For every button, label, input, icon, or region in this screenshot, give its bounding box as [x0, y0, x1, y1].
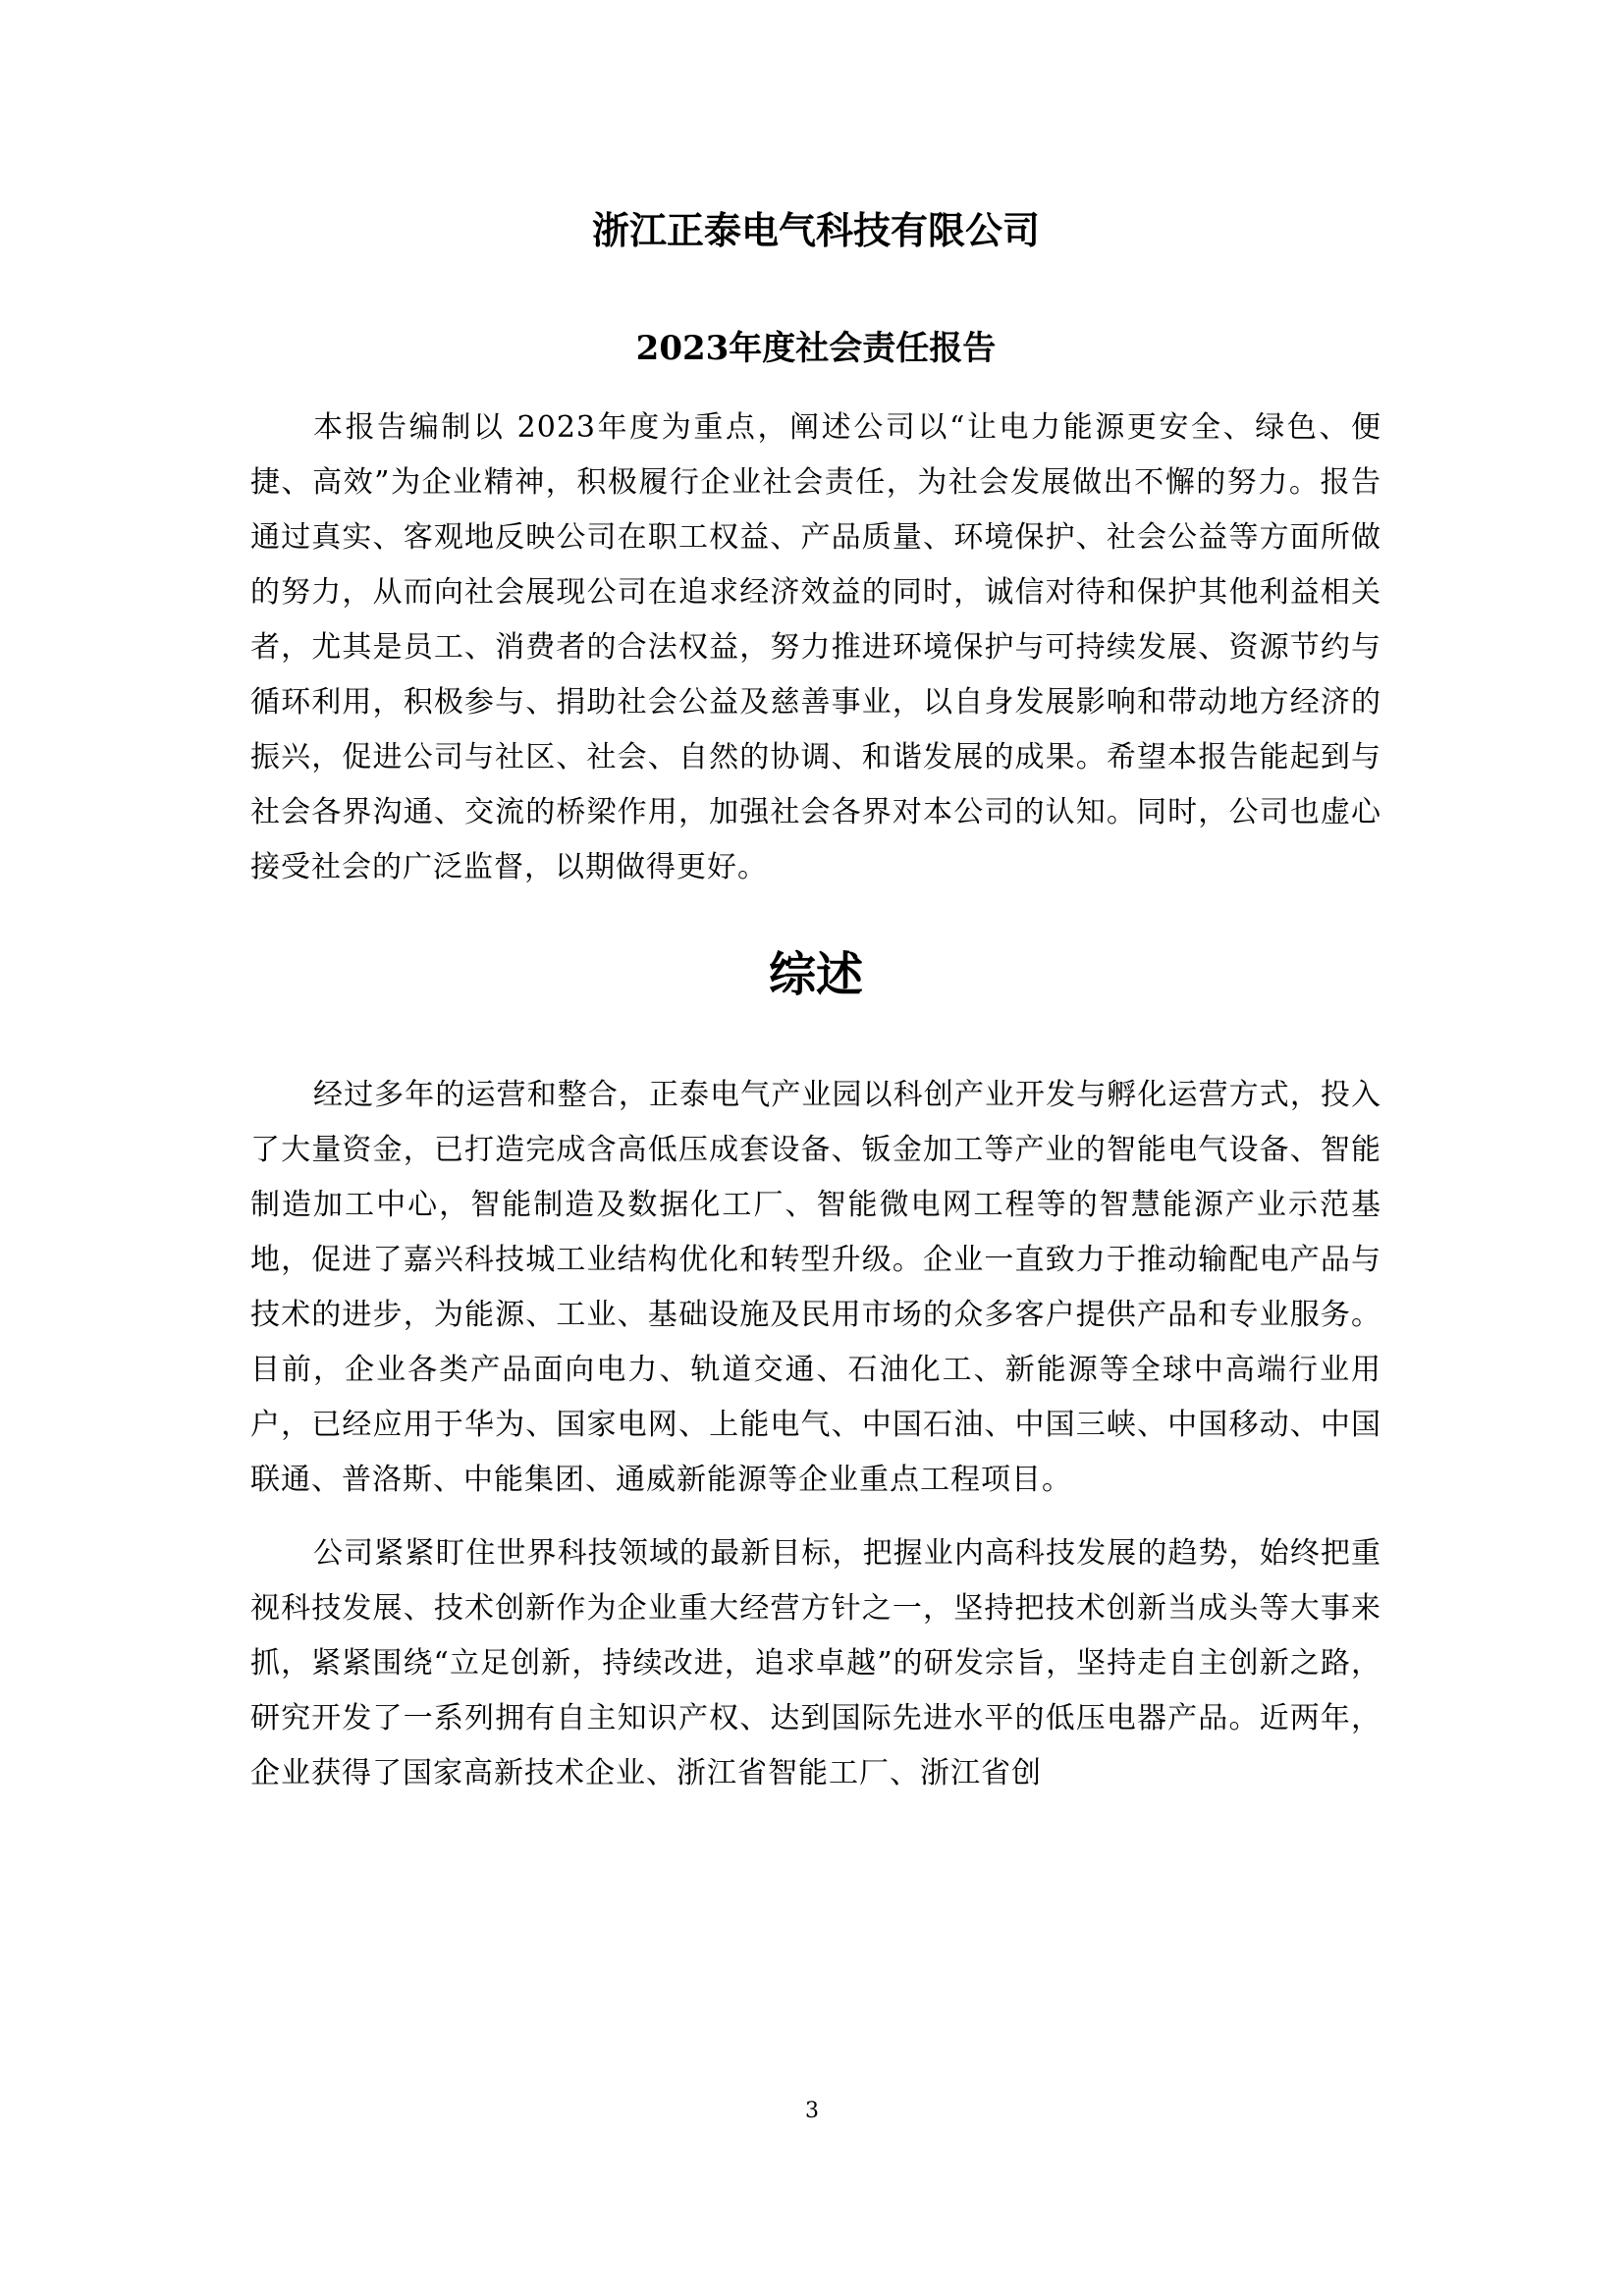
intro-paragraph: 本报告编制以 2023年度为重点，阐述公司以“让电力能源更安全、绿色、便捷、高效”为企业精神，积极履行企业社会责任，为社会发展做出不懈的努力。报告通过真实、客观地反映公司在职工权益、产品质量、环境保护、社会公益等方面所做的努力，从而向社会展现公司在追求经济效益的同时，诚信对待和保护其他利益相关者，尤其是员工、消费者的合法权益，努力推进环境保护与可持续发展、资源节约与循环利用，积极参与、捐助社会公益及慈善事业，以自身发展影响和带动地方经济的振兴，促进公司与社区、社会、自然的协调、和谐发展的成果。希望本报告能起到与社会各界沟通、交流的桥梁作用，加强社会各界对本公司的认知。同时，公司也虚心接受社会的广泛监督，以期做得更好。 — [250, 410, 1381, 884]
section-heading: 综述 — [768, 947, 863, 1002]
page-content — [250, 201, 1381, 1801]
section-paragraph: 经过多年的运营和整合，正泰电气产业园以科创产业开发与孵化运营方式，投入了大量资金，已打造完成含高低压成套设备、钣金加工等产业的智能电气设备、智能制造加工中心，智能制造及数据化工厂、智能微电网工程等的智慧能源产业示范基地，促进了嘉兴科技城工业结构优化和转型升级。企业一直致力于推动输配电产品与技术的进步，为能源、工业、基础设施及民用市场的众多客户提供产品和专业服务。目前，企业各类产品面向电力、轨道交通、石油化工、新能源等全球中高端行业用户，已经应用于华为、国家电网、上能电气、中国石油、中国三峡、中国移动、中国联通、普洛斯、中能集团、通威新能源等企业重点工程项目。 — [250, 1078, 1381, 1497]
page-number: 3 — [805, 2099, 819, 2123]
section-paragraph: 公司紧紧盯住世界科技领域的最新目标，把握业内高科技发展的趋势，始终把重视科技发展、技术创新作为企业重大经营方针之一，坚持把技术创新当成头等大事来抓，紧紧围绕“立足创新，持续改进，追求卓越”的研发宗旨，坚持走自主创新之路，研究开发了一系列拥有自主知识产权、达到国际先进水平的低压电器产品。近两年，企业获得了国家高新技术企业、浙江省智能工厂、浙江省创 — [250, 1536, 1381, 1790]
report-title: 2023年度社会责任报告 — [635, 329, 997, 368]
company-title: 浙江正泰电气科技有限公司 — [591, 208, 1040, 252]
